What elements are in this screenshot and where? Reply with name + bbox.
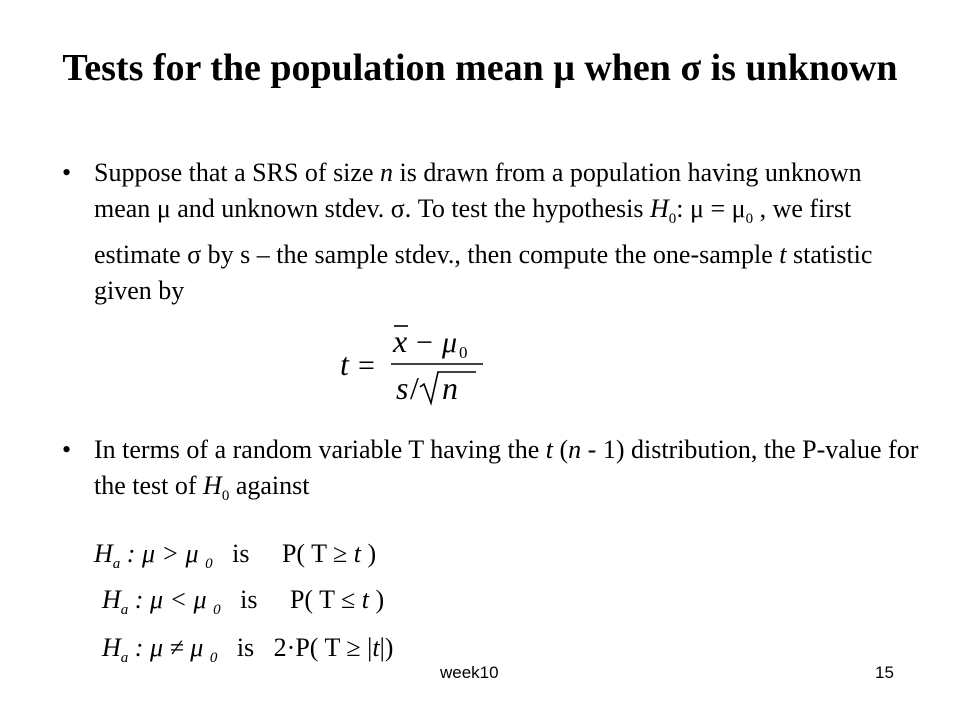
formula-minus: −: [416, 326, 433, 359]
formula-n: n: [442, 370, 458, 406]
hypothesis-greater: $H_a$ : μ > μ $_0$ is P( T ≥ t ): [94, 539, 377, 573]
bullet-dot: •: [62, 435, 72, 464]
formula-t: t: [340, 346, 349, 382]
formula-slash: /: [410, 370, 419, 406]
footer-page-number: 15: [875, 663, 894, 682]
formula-mu-subscript: 0: [459, 343, 468, 362]
bullet-text: Suppose that a SRS of size n is drawn from a population having unknown mean μ and unknown stdev. σ. To test the hypothesis $H_0$: $\mu = \mu_0$ , we first estimate σ by s – the sample stdev., then compute the one-sample t statistic given by: [94, 158, 873, 306]
bullet-srs-description: [62, 155, 922, 309]
footer-week-label: week10: [440, 663, 499, 682]
formula-mu: μ: [442, 326, 458, 359]
bullet-text: In terms of a random variable T having the t (n - 1) distribution, the P-value for the test of $H_0$ against: [94, 435, 919, 505]
bullet-pvalue-description: [62, 432, 922, 514]
t-statistic-formula: [336, 325, 496, 407]
slide-title: Tests for the population mean μ when σ is unknown: [62, 47, 898, 89]
bullet-dot: •: [62, 158, 72, 187]
formula-equals: =: [358, 349, 375, 382]
formula-x: x: [393, 325, 408, 359]
formula-s: s: [396, 370, 409, 406]
hypothesis-not-equal: $H_a$ : μ ≠ μ $_0$ is 2·P( T ≥ |t|): [102, 633, 394, 667]
hypothesis-less: $H_a$ : μ < μ $_0$ is P( T ≤ t ): [102, 585, 385, 619]
